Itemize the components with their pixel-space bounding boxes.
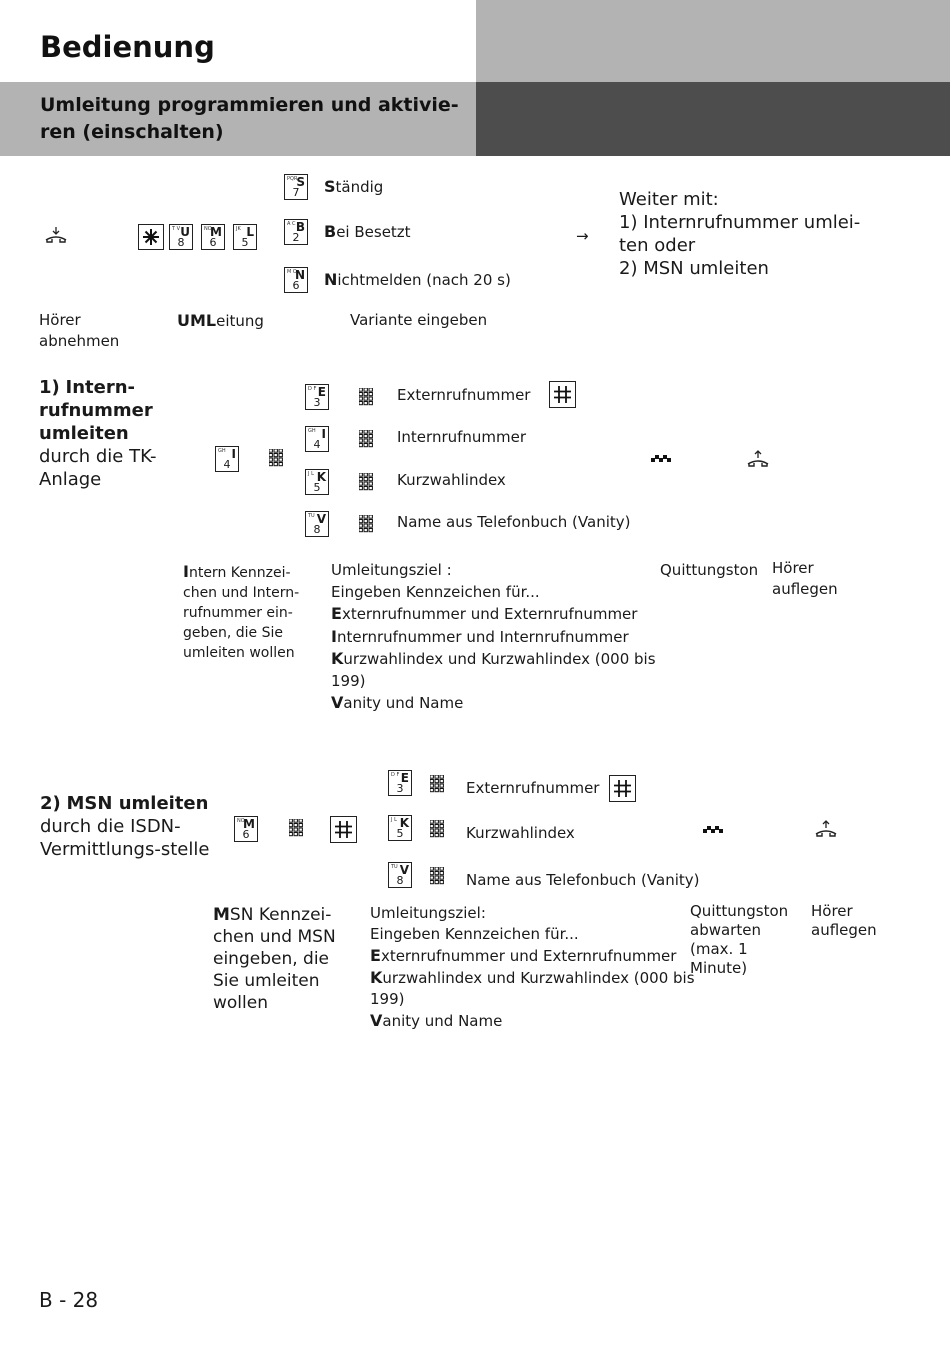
- key-letter: U: [180, 225, 190, 239]
- keypad-digits-icon: [430, 867, 444, 885]
- option-key-e: [305, 384, 329, 410]
- option-k-label: Kurzwahlindex: [466, 824, 575, 842]
- variant-s-rest: tändig: [335, 178, 384, 196]
- keypad-digits-icon: [359, 388, 373, 406]
- next-option-1: [619, 211, 879, 257]
- section2-heading: [40, 792, 210, 861]
- key-number: 4: [313, 438, 321, 451]
- section2-desc-left-initial: M: [213, 905, 230, 925]
- option-v-label: Name aus Telefonbuch (Vanity): [397, 513, 631, 531]
- variant-key-n: [284, 267, 308, 293]
- key-sub-letters: D F: [391, 772, 400, 778]
- section2-desc-item-rest: urzwahlindex und Kurzwahlindex (000 bis 199): [370, 969, 695, 1008]
- section1-desc-line1: Umleitungsziel :: [331, 561, 452, 579]
- key-number: 5: [241, 236, 249, 249]
- key-letter: B: [295, 220, 305, 234]
- next-heading: Weiter mit:: [619, 189, 719, 210]
- section2-desc-left-rest: SN Kennzei-chen und MSN eingeben, die Sie umleiten wollen: [213, 905, 336, 1013]
- section2-title-rest: durch die ISDN-Vermittlungs-stelle: [40, 816, 210, 860]
- key-letter: E: [400, 771, 409, 785]
- next-option-1-num: 1): [619, 212, 638, 233]
- section1-heading: [39, 376, 179, 491]
- key-sub-letters: GH: [308, 428, 316, 434]
- keypad-digits-icon: [289, 819, 303, 837]
- section1-desc-item-initial: K: [331, 649, 344, 668]
- section1-desc-left-initial: I: [183, 562, 189, 581]
- option-key-k: [305, 469, 329, 495]
- key-sub-letters: JK: [236, 226, 241, 232]
- section2-quittungston: Quittungston abwarten (max. 1 Minute): [690, 902, 789, 977]
- key-number: 6: [209, 236, 217, 249]
- section1-desc-item-initial: I: [331, 626, 337, 646]
- key-number: 6: [292, 279, 300, 292]
- option-e-label: Externrufnummer: [397, 386, 531, 404]
- key-m: [201, 224, 225, 250]
- option-k-label: Kurzwahlindex: [397, 471, 506, 489]
- handset-hangup-icon: [814, 820, 838, 838]
- hash-key: [609, 775, 636, 802]
- section1-desc-item-rest: xternrufnummer und Externrufnummer: [341, 605, 638, 623]
- key-number: 4: [223, 458, 231, 471]
- key-number: 7: [292, 186, 300, 199]
- section1-desc-line2: Eingeben Kennzeichen für...: [331, 582, 540, 601]
- key-number: 3: [313, 396, 321, 409]
- next-option-2-text: MSN umleiten: [643, 258, 769, 279]
- section2-desc-item-initial: K: [370, 968, 383, 987]
- next-option-2: [619, 257, 879, 280]
- key-l: [233, 224, 257, 250]
- handset-hangup-icon: [746, 450, 770, 468]
- key-number: 3: [396, 782, 404, 795]
- acknowledge-tone-icon: [703, 824, 723, 836]
- label-umleitung: [177, 310, 264, 332]
- option-key-e: [388, 770, 412, 796]
- key-sub-letters: M O: [287, 269, 297, 275]
- key-sub-letters: A C: [287, 221, 296, 227]
- variant-b-initial: B: [324, 222, 337, 241]
- keypad-digits-icon: [430, 820, 444, 838]
- section2-desc-item-rest: xternrufnummer und Externrufnummer: [380, 947, 677, 965]
- section1-desc-item: [331, 603, 671, 626]
- section1-quittungston: Quittungston: [660, 561, 759, 579]
- section-band-dark: [476, 82, 950, 156]
- option-i-label: Internrufnummer: [397, 428, 527, 446]
- variant-s: [324, 176, 383, 198]
- next-option-1-text: Internrufnummer umlei-ten oder: [619, 212, 861, 256]
- star-key: [138, 224, 164, 250]
- keypad-digits-icon: [430, 775, 444, 793]
- key-sub-letters: J L: [391, 817, 397, 823]
- key-i: [215, 446, 239, 472]
- section1-desc-item-initial: E: [331, 604, 342, 623]
- section1-desc-item-rest: nternrufnummer und Internrufnummer: [336, 627, 629, 646]
- keypad-digits-icon: [359, 515, 373, 533]
- section2-desc-line2: Eingeben Kennzeichen für...: [370, 925, 579, 943]
- next-option-2-num: 2): [619, 258, 638, 279]
- section1-title-bold: Intern-rufnummer umleiten: [39, 377, 153, 444]
- section1-desc-mid: [331, 560, 671, 715]
- key-number: 8: [396, 874, 404, 887]
- key-letter: M: [243, 817, 255, 831]
- section2-desc-item: [370, 945, 710, 967]
- variant-key-s: [284, 174, 308, 200]
- variant-n-rest: ichtmelden (nach 20 s): [337, 271, 511, 289]
- key-sub-letters: PQR: [287, 176, 298, 182]
- key-number: 8: [313, 523, 321, 536]
- label-hoerer-abnehmen: Hörer abnehmen: [39, 311, 120, 350]
- hash-key: [330, 816, 357, 843]
- key-number: 6: [242, 828, 250, 841]
- key-letter: M: [210, 225, 222, 239]
- section1-desc-item: [331, 692, 671, 715]
- key-sub-letters: NO: [204, 226, 212, 232]
- key-letter: N: [294, 268, 305, 282]
- section2-desc-line1: Umleitungsziel:: [370, 904, 486, 922]
- section2-desc-mid: [370, 903, 710, 1032]
- key-sub-letters: TU: [391, 864, 398, 870]
- option-key-v: [388, 862, 412, 888]
- key-letter: I: [231, 447, 236, 461]
- section2-desc-item: [370, 1010, 710, 1032]
- section1-desc-item-rest: urzwahlindex und Kurzwahlindex (000 bis 199): [331, 650, 656, 690]
- section1-desc-left: [183, 562, 308, 663]
- key-sub-letters: NO: [237, 818, 245, 824]
- key-sub-letters: TU: [308, 513, 315, 519]
- section2-title-bold: MSN umleiten: [66, 793, 209, 814]
- variant-n-initial: N: [324, 270, 338, 289]
- hash-key: [549, 381, 576, 408]
- key-m: [234, 816, 258, 842]
- key-number: 5: [396, 827, 404, 840]
- keypad-digits-icon: [359, 430, 373, 448]
- key-sub-letters: J L: [308, 471, 314, 477]
- section-title: Umleitung programmieren und aktivie-ren (einschalten): [40, 94, 459, 143]
- key-letter: K: [316, 470, 326, 484]
- key-number: 8: [177, 236, 185, 249]
- section1-desc-left-rest: ntern Kennzei-chen und Intern-rufnummer ein-geben, die Sie umleiten wollen: [183, 565, 300, 661]
- option-key-k: [388, 815, 412, 841]
- key-sub-letters: D F: [308, 386, 317, 392]
- label-variante: Variante eingeben: [350, 311, 488, 329]
- key-sub-letters: T V: [172, 226, 181, 232]
- option-key-i: [305, 426, 329, 452]
- key-letter: I: [321, 427, 326, 441]
- page-title: Bedienung: [40, 30, 215, 64]
- section2-desc-item-initial: V: [370, 1011, 383, 1030]
- variant-b-rest: ei Besetzt: [336, 223, 411, 241]
- arrow: →: [576, 227, 589, 245]
- key-letter: V: [316, 512, 326, 526]
- handset-lift-icon: [44, 226, 68, 244]
- section2-desc-left: [213, 904, 358, 1014]
- section1-desc-item: [331, 626, 671, 649]
- variant-key-b: [284, 219, 308, 245]
- key-letter: L: [246, 225, 254, 239]
- variant-b: [324, 221, 411, 243]
- page-number: B - 28: [39, 1288, 99, 1312]
- header-gray-block: [476, 0, 950, 82]
- section2-num: 2): [40, 793, 61, 814]
- option-v-label: Name aus Telefonbuch (Vanity): [466, 871, 700, 889]
- label-uml-rest: eitung: [216, 312, 264, 330]
- key-letter: K: [399, 816, 409, 830]
- section2-desc-item-rest: anity und Name: [382, 1012, 503, 1030]
- option-e-label: Externrufnummer: [466, 779, 600, 797]
- variant-s-initial: S: [324, 177, 336, 196]
- section1-num: 1): [39, 377, 60, 398]
- section1-desc-item: [331, 648, 671, 692]
- variant-n: [324, 269, 511, 291]
- next-steps: [619, 188, 879, 280]
- section2-hoerer-auflegen: Hörer auflegen: [811, 902, 877, 939]
- keypad-digits-icon: [269, 449, 283, 467]
- section2-desc-item-initial: E: [370, 946, 381, 965]
- key-letter: S: [296, 175, 305, 189]
- option-key-v: [305, 511, 329, 537]
- key-letter: E: [317, 385, 326, 399]
- acknowledge-tone-icon: [651, 453, 671, 465]
- section1-hoerer-auflegen: Hörer auflegen: [772, 559, 838, 598]
- section1-desc-item-rest: anity und Name: [343, 694, 464, 712]
- section1-title-rest: durch die TK-Anlage: [39, 446, 157, 490]
- key-u: [169, 224, 193, 250]
- key-sub-letters: GH: [218, 448, 226, 454]
- section1-desc-item-initial: V: [331, 693, 344, 712]
- key-number: 5: [313, 481, 321, 494]
- keypad-digits-icon: [359, 473, 373, 491]
- section2-desc-item: [370, 967, 710, 1010]
- label-uml-bold: UML: [177, 311, 217, 330]
- key-number: 2: [292, 231, 300, 244]
- key-letter: V: [399, 863, 409, 877]
